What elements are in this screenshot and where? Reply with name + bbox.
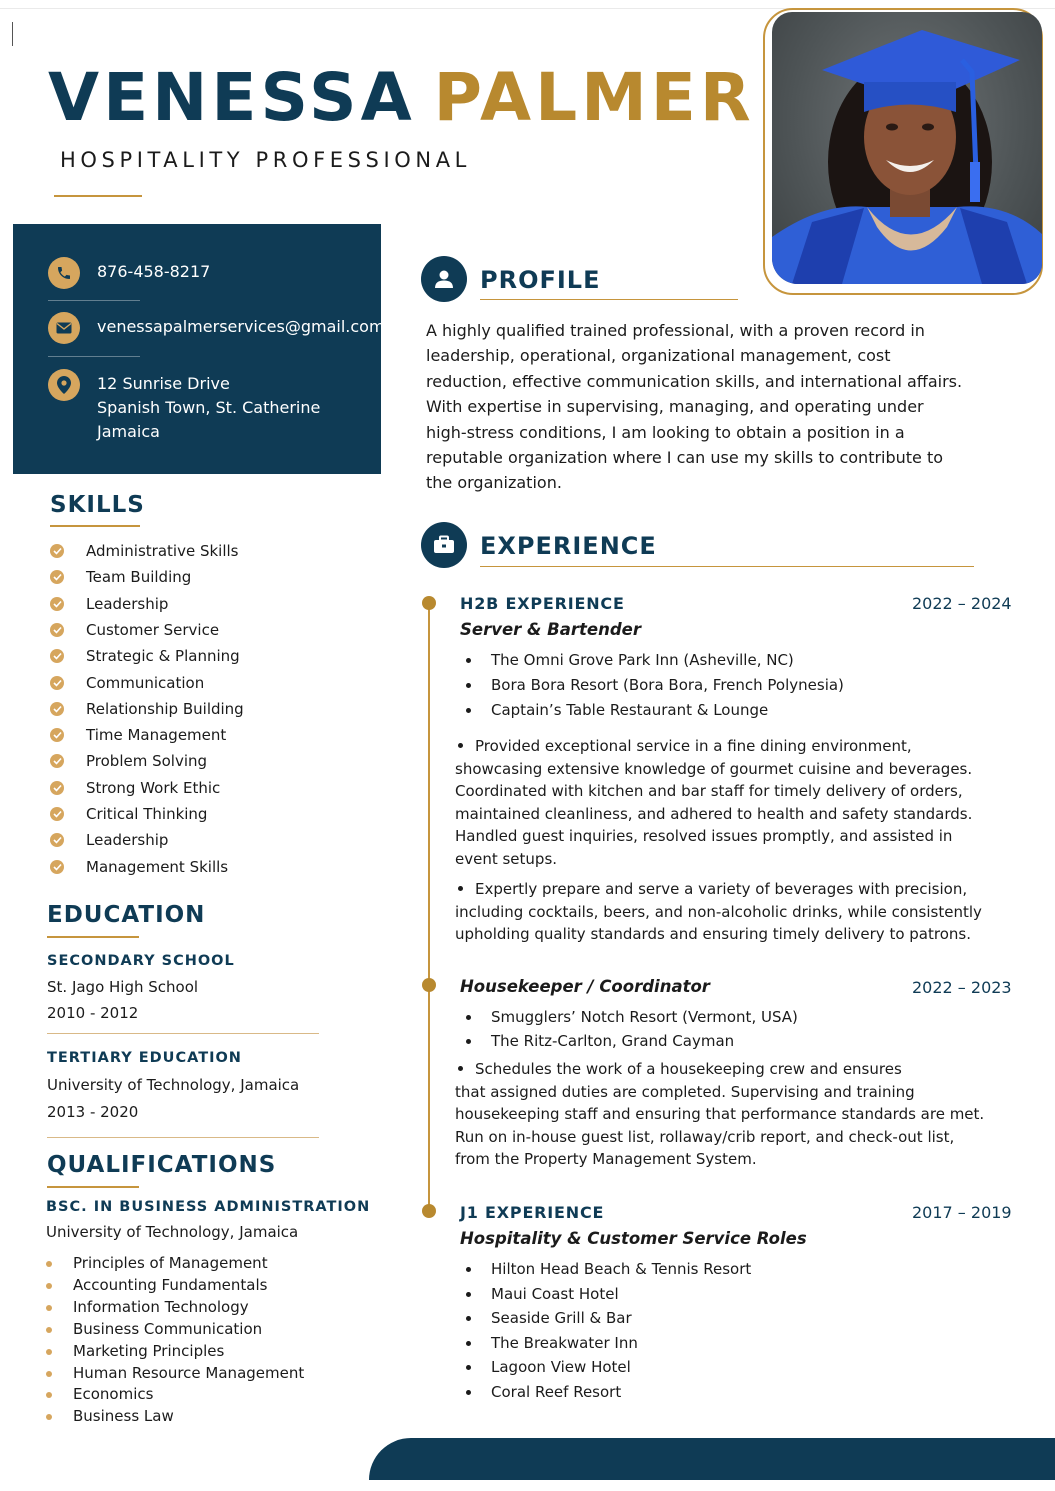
page-edge-mark xyxy=(12,22,13,46)
check-circle-icon xyxy=(50,728,64,742)
description-text: from the Property Management System. xyxy=(455,1150,757,1169)
timeline-dot xyxy=(422,978,436,992)
job-company: H2B EXPERIENCE xyxy=(460,594,625,613)
description-text: maintained cleanliness, and adhered to health and safety standards. xyxy=(455,804,973,823)
skill-item xyxy=(50,725,350,745)
profile-line: reputable organization where I can use my skills to contribute to xyxy=(426,448,944,468)
bullet-dot xyxy=(46,1327,52,1333)
course-label: Human Resource Management xyxy=(73,1363,305,1382)
skill-item xyxy=(50,699,350,719)
qualifications-underline xyxy=(47,1186,139,1188)
skill-item xyxy=(50,567,350,587)
place-item xyxy=(466,1309,986,1329)
check-circle-icon xyxy=(50,676,64,690)
experience-underline xyxy=(480,566,974,567)
place-label: The Ritz-Carlton, Grand Cayman xyxy=(491,1031,735,1050)
education-school: St. Jago High School xyxy=(47,978,199,996)
bullet-dot xyxy=(466,708,471,713)
skill-label: Administrative Skills xyxy=(86,542,239,560)
skill-item xyxy=(50,751,350,771)
contact-divider xyxy=(48,300,140,301)
place-label: Bora Bora Resort (Bora Bora, French Polynesia) xyxy=(491,676,844,694)
course-label: Business Law xyxy=(73,1407,174,1426)
skill-item xyxy=(50,541,350,561)
bullet-dot xyxy=(46,1392,52,1398)
description-text: Coordinated with kitchen and bar staff for timely delivery of orders, xyxy=(455,782,963,801)
job-role: Server & Bartender xyxy=(460,620,641,639)
bullet-dot xyxy=(458,743,463,748)
bullet-dot xyxy=(466,1316,471,1321)
skill-item xyxy=(50,646,350,666)
bullet-dot xyxy=(466,1390,471,1395)
check-circle-icon xyxy=(50,544,64,558)
skills-underline xyxy=(50,525,140,527)
education-divider xyxy=(47,1033,319,1034)
description-line xyxy=(455,1126,1015,1149)
skill-label: Customer Service xyxy=(86,620,220,639)
bullet-dot xyxy=(466,1292,471,1297)
contact-divider xyxy=(48,356,140,357)
skill-item xyxy=(50,673,350,693)
place-label: Hilton Head Beach & Tennis Resort xyxy=(491,1260,752,1278)
course-item xyxy=(46,1320,346,1340)
description-line xyxy=(455,780,1015,803)
description-text: Provided exceptional service in a fine dining environment, xyxy=(475,737,912,755)
experience-title: EXPERIENCE xyxy=(480,532,657,560)
course-item xyxy=(46,1385,346,1405)
bullet-dot xyxy=(466,1039,471,1044)
graduate-portrait xyxy=(772,12,1042,284)
check-circle-icon xyxy=(50,570,64,584)
job-title: HOSPITALITY PROFESSIONAL xyxy=(60,148,471,172)
education-underline xyxy=(47,936,139,938)
description-line xyxy=(455,1058,1015,1081)
profile-title: PROFILE xyxy=(480,266,601,294)
user-icon xyxy=(421,256,467,302)
profile-photo xyxy=(772,12,1042,284)
timeline-dot xyxy=(422,596,436,610)
course-item xyxy=(46,1254,346,1274)
description-line xyxy=(455,803,1015,826)
check-circle-icon xyxy=(50,781,64,795)
course-label: Principles of Management xyxy=(73,1254,268,1272)
description-line xyxy=(455,1103,1015,1126)
place-label: Smugglers’ Notch Resort (Vermont, USA) xyxy=(491,1008,798,1026)
job-company: J1 EXPERIENCE xyxy=(460,1203,605,1222)
check-circle-icon xyxy=(50,860,64,874)
job-years: 2022 – 2024 xyxy=(912,594,1012,613)
check-circle-icon xyxy=(50,597,64,611)
footer-bar xyxy=(369,1438,1055,1480)
place-label: Lagoon View Hotel xyxy=(491,1358,631,1377)
place-label: The Breakwater Inn xyxy=(491,1333,638,1352)
phone-number[interactable]: 876-458-8217 xyxy=(97,262,211,281)
education-level: SECONDARY SCHOOL xyxy=(47,953,235,969)
skill-label: Communication xyxy=(86,673,205,692)
course-label: Marketing Principles xyxy=(73,1341,225,1360)
description-text: Expertly prepare and serve a variety of beverages with precision, xyxy=(475,880,968,898)
skill-label: Critical Thinking xyxy=(86,805,208,823)
check-circle-icon xyxy=(50,623,64,637)
place-label: Captain’s Table Restaurant & Lounge xyxy=(491,701,769,719)
skill-label: Problem Solving xyxy=(86,752,208,771)
description-text: Handled guest inquiries, resolved issues promptly, and assisted in xyxy=(455,827,953,846)
place-item xyxy=(466,1285,986,1305)
course-label: Economics xyxy=(73,1385,154,1404)
check-circle-icon xyxy=(50,649,64,663)
course-item xyxy=(46,1298,346,1318)
skill-item xyxy=(50,830,350,850)
description-line xyxy=(455,848,1015,871)
description-line xyxy=(455,825,1015,848)
bullet-dot xyxy=(466,1015,471,1020)
phone-icon xyxy=(48,257,80,289)
profile-line: With expertise in supervising, managing, and operating under xyxy=(426,397,924,417)
check-circle-icon xyxy=(50,807,64,821)
bullet-dot xyxy=(46,1371,52,1377)
education-school: University of Technology, Jamaica xyxy=(47,1076,300,1094)
skill-label: Strategic & Planning xyxy=(86,647,240,666)
address-line2: Spanish Town, St. Catherine xyxy=(97,398,321,417)
profile-line: the organization. xyxy=(426,473,562,493)
skill-item xyxy=(50,620,350,640)
job-role: Hospitality & Customer Service Roles xyxy=(460,1229,807,1248)
skills-title: SKILLS xyxy=(50,492,145,518)
description-text: Run on in-house guest list, rollaway/crib report, and check-out list, xyxy=(455,1127,955,1146)
place-item xyxy=(466,1008,986,1028)
description-line xyxy=(455,1081,1015,1104)
bullet-dot xyxy=(458,1066,463,1071)
place-item xyxy=(466,1334,986,1354)
last-name: PALMER xyxy=(433,59,755,136)
place-item xyxy=(466,701,986,721)
check-circle-icon xyxy=(50,754,64,768)
description-line xyxy=(455,901,1015,924)
description-text: that assigned duties are completed. Supervising and training xyxy=(455,1082,915,1101)
place-item xyxy=(466,1383,986,1403)
qualifications-title: QUALIFICATIONS xyxy=(47,1152,277,1178)
description-text: event setups. xyxy=(455,849,558,868)
place-label: The Omni Grove Park Inn (Asheville, NC) xyxy=(491,651,794,669)
bullet-dot xyxy=(46,1414,52,1420)
address-line1: 12 Sunrise Drive xyxy=(97,374,230,393)
profile-line: reduction, effective communication skills, and international affairs. xyxy=(426,371,963,391)
job-description xyxy=(455,1058,1015,1171)
degree-title: BSC. IN BUSINESS ADMINISTRATION xyxy=(46,1199,371,1215)
description-line xyxy=(455,735,1015,758)
description-text: including cocktails, beers, and non-alcoholic drinks, while consistently xyxy=(455,902,982,921)
bullet-dot xyxy=(46,1349,52,1355)
contact-panel xyxy=(13,224,385,474)
job-years: 2022 – 2023 xyxy=(912,978,1012,997)
skill-item xyxy=(50,804,350,824)
degree-school: University of Technology, Jamaica xyxy=(46,1223,299,1241)
check-circle-icon xyxy=(50,702,64,716)
education-years: 2010 - 2012 xyxy=(47,1004,139,1022)
skill-label: Leadership xyxy=(86,831,169,850)
place-item xyxy=(466,1358,986,1378)
bullet-dot xyxy=(46,1261,52,1267)
education-years: 2013 - 2020 xyxy=(47,1103,139,1121)
place-item xyxy=(466,1260,986,1280)
education-level: TERTIARY EDUCATION xyxy=(47,1050,242,1066)
place-item xyxy=(466,651,986,671)
skill-label: Relationship Building xyxy=(86,699,244,718)
course-label: Accounting Fundamentals xyxy=(73,1275,268,1294)
education-title: EDUCATION xyxy=(47,902,206,928)
skill-label: Management Skills xyxy=(86,857,229,876)
description-line xyxy=(455,758,1015,781)
place-item xyxy=(466,1032,986,1052)
bullet-dot xyxy=(466,1341,471,1346)
profile-line: high-stress conditions, I am looking to obtain a position in a xyxy=(426,422,905,442)
course-item xyxy=(46,1276,346,1296)
skill-item xyxy=(50,778,350,798)
place-item xyxy=(466,676,986,696)
place-label: Seaside Grill & Bar xyxy=(491,1309,632,1328)
profile-line: A highly qualified trained professional, with a proven record in xyxy=(426,321,925,340)
profile-underline xyxy=(480,299,738,300)
address-line3: Jamaica xyxy=(97,422,160,441)
bullet-dot xyxy=(466,683,471,688)
description-line xyxy=(455,923,1015,946)
briefcase-icon xyxy=(421,522,467,568)
description-text: Schedules the work of a housekeeping crew and ensures xyxy=(475,1060,902,1078)
location-pin-icon xyxy=(48,369,80,401)
bullet-dot xyxy=(46,1283,52,1289)
job-years: 2017 – 2019 xyxy=(912,1203,1012,1222)
first-name: VENESSA xyxy=(48,59,416,136)
bullet-dot xyxy=(46,1305,52,1311)
description-line xyxy=(455,878,1015,901)
skill-label: Leadership xyxy=(86,594,169,613)
envelope-icon xyxy=(48,312,80,344)
course-label: Business Communication xyxy=(73,1319,263,1338)
experience-timeline xyxy=(428,602,430,1214)
course-item xyxy=(46,1364,346,1384)
job-description xyxy=(455,878,1015,946)
bullet-dot xyxy=(466,1267,471,1272)
timeline-dot xyxy=(422,1204,436,1218)
skill-label: Team Building xyxy=(86,568,192,587)
skill-label: Strong Work Ethic xyxy=(86,778,221,797)
skill-label: Time Management xyxy=(86,726,227,745)
bullet-dot xyxy=(458,886,463,891)
course-label: Information Technology xyxy=(73,1297,249,1316)
description-text: upholding quality standards and ensuring timely delivery to patrons. xyxy=(455,925,971,944)
title-underline xyxy=(54,195,142,197)
job-description xyxy=(455,735,1015,871)
skill-item xyxy=(50,857,350,877)
course-item xyxy=(46,1407,346,1427)
profile-summary xyxy=(426,318,996,496)
profile-line: leadership, operational, organizational management, cost xyxy=(426,346,891,366)
education-divider xyxy=(47,1137,319,1138)
job-role: Housekeeper / Coordinator xyxy=(460,977,710,996)
email-address[interactable]: venessapalmerservices@gmail.com xyxy=(97,317,385,336)
bullet-dot xyxy=(466,1365,471,1370)
bullet-dot xyxy=(466,658,471,663)
description-line xyxy=(455,1148,1015,1171)
full-name xyxy=(48,58,755,138)
check-circle-icon xyxy=(50,833,64,847)
description-text: showcasing extensive knowledge of gourmet cuisine and beverages. xyxy=(455,759,973,778)
description-text: housekeeping staff and ensuring that performance standards are met. xyxy=(455,1105,985,1124)
place-label: Coral Reef Resort xyxy=(491,1383,622,1401)
course-item xyxy=(46,1342,346,1362)
skill-item xyxy=(50,594,350,614)
place-label: Maui Coast Hotel xyxy=(491,1284,619,1303)
